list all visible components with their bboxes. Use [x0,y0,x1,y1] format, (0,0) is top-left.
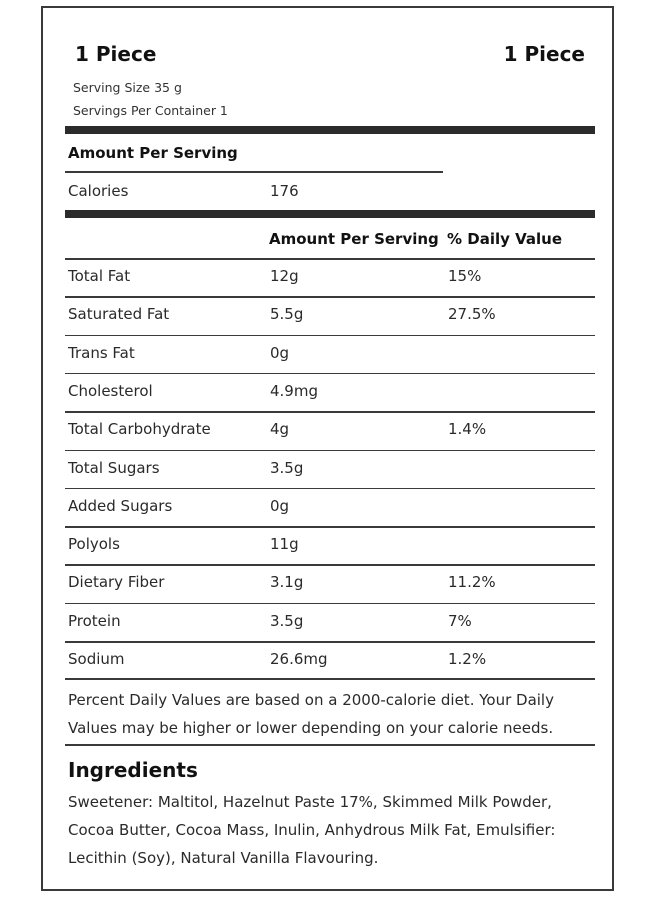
nutrient-amount: 3.5g [270,458,304,477]
serving-size: Serving Size 35 g [73,80,182,95]
nutrient-amount: 4g [270,420,290,439]
nutrient-name: Saturated Fat [68,305,170,324]
row-divider [65,488,595,490]
ingredients-title: Ingredients [68,758,198,782]
amount-per-serving-label: Amount Per Serving [68,144,238,162]
row-divider [65,564,595,566]
nutrient-amount: 0g [270,496,290,515]
nutrient-amount: 4.9mg [270,381,318,400]
calories-label: Calories [68,182,129,200]
row-divider [65,526,595,528]
nutrient-amount: 11g [270,535,299,554]
nutrient-name: Cholesterol [68,381,153,400]
nutrient-name: Total Sugars [68,458,160,477]
row-divider [65,335,595,337]
column-header-amount: Amount Per Serving [269,230,439,248]
servings-per-container: Servings Per Container 1 [73,103,228,118]
nutrient-amount: 26.6mg [270,650,328,668]
divider-amount [65,171,443,173]
nutrient-amount: 5.5g [270,305,304,324]
nutrient-daily-value: 1.2% [448,650,487,668]
row-divider [65,296,595,298]
thick-divider-calories [65,210,595,218]
daily-value-footnote: Percent Daily Values are based on a 2000-calorie diet. Your Daily Values may be higher or lower depending on your calorie needs. [68,691,554,737]
nutrient-amount: 3.5g [270,611,304,630]
row-divider [65,603,595,605]
column-header-dv: % Daily Value [447,230,563,248]
divider-footnote-bottom [65,744,595,746]
nutrient-name: Trans Fat [68,343,135,362]
nutrient-daily-value: 27.5% [448,305,496,324]
calories-value: 176 [270,182,299,200]
row-divider [65,411,595,413]
nutrient-amount: 12g [270,267,299,285]
nutrient-name: Protein [68,611,121,630]
row-divider [65,450,595,452]
nutrient-amount: 0g [270,343,290,362]
row-divider [65,258,595,260]
divider-footnote-top [65,678,595,680]
row-divider [65,641,595,643]
serving-title-left: 1 Piece [75,42,157,66]
nutrient-name: Added Sugars [68,496,173,515]
ingredients-text: Sweetener: Maltitol, Hazelnut Paste 17%, Skimmed Milk Powder, Cocoa Butter, Cocoa Mass, Inulin, Anhydrous Milk Fat, Emulsifier: Lecithin (Soy), Natural Vanilla Flavouring. [68,793,556,867]
row-divider [65,373,595,375]
nutrient-name: Total Carbohydrate [68,420,211,439]
serving-title-right: 1 Piece [503,42,585,66]
thick-divider-top [65,126,595,134]
nutrient-name: Sodium [68,650,125,668]
nutrient-name: Polyols [68,535,120,554]
nutrient-daily-value: 11.2% [448,573,496,592]
nutrient-daily-value: 1.4% [448,420,487,439]
nutrient-amount: 3.1g [270,573,304,592]
nutrient-name: Dietary Fiber [68,573,165,592]
nutrient-daily-value: 15% [448,267,482,285]
nutrient-name: Total Fat [68,267,131,285]
nutrient-daily-value: 7% [448,611,472,630]
